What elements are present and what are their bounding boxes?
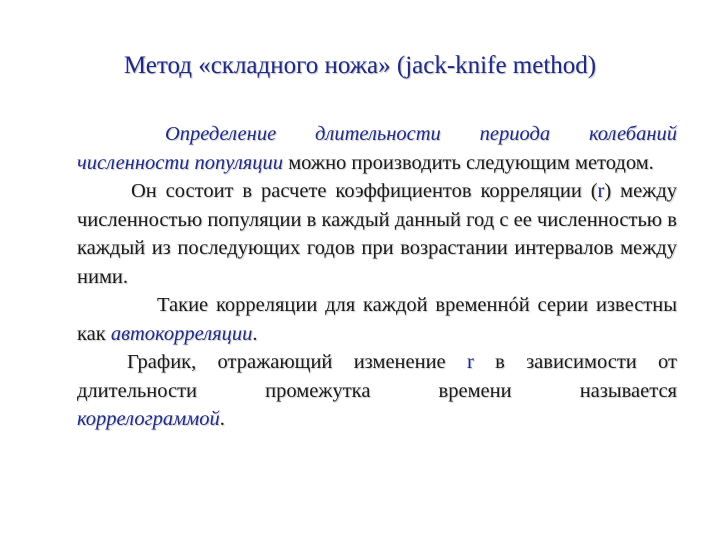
slide-title: Метод «складного ножа» (jack-knife method) bbox=[123, 52, 597, 79]
emphasized-term: автокорреляции bbox=[110, 322, 253, 345]
emphasized-term: Определение длительности периода колебаний численности популяции bbox=[77, 123, 677, 174]
emphasized-term: коррелограммой bbox=[77, 408, 220, 430]
paragraph-text: Такие корреляции для каждой временнóй серии известны как bbox=[77, 294, 677, 345]
symbol-r: r bbox=[597, 180, 605, 202]
paragraph-4-end bbox=[77, 405, 677, 434]
paragraph-3 bbox=[77, 291, 677, 348]
paragraph-text: . bbox=[252, 322, 258, 345]
paragraph-text: . bbox=[219, 408, 225, 430]
paragraph-text: ) между численностью популяции в каждый данный год с ее численностью в каждый из последующих годов при возрастании интервалов между ними. bbox=[77, 180, 678, 288]
paragraph-text: Он состоит в расчете коэффициентов корреляции ( bbox=[131, 180, 598, 202]
symbol-r: r bbox=[466, 351, 474, 373]
paragraph-2 bbox=[77, 177, 677, 291]
paragraph-text: можно производить следующим методом. bbox=[283, 151, 654, 174]
paragraph-4 bbox=[77, 348, 677, 405]
slide-body bbox=[77, 120, 677, 434]
paragraph-text: в зависимости от длительности промежутка времени называется bbox=[77, 351, 677, 402]
paragraph-1 bbox=[77, 120, 677, 177]
paragraph-text: График, отражающий изменение bbox=[127, 351, 467, 373]
